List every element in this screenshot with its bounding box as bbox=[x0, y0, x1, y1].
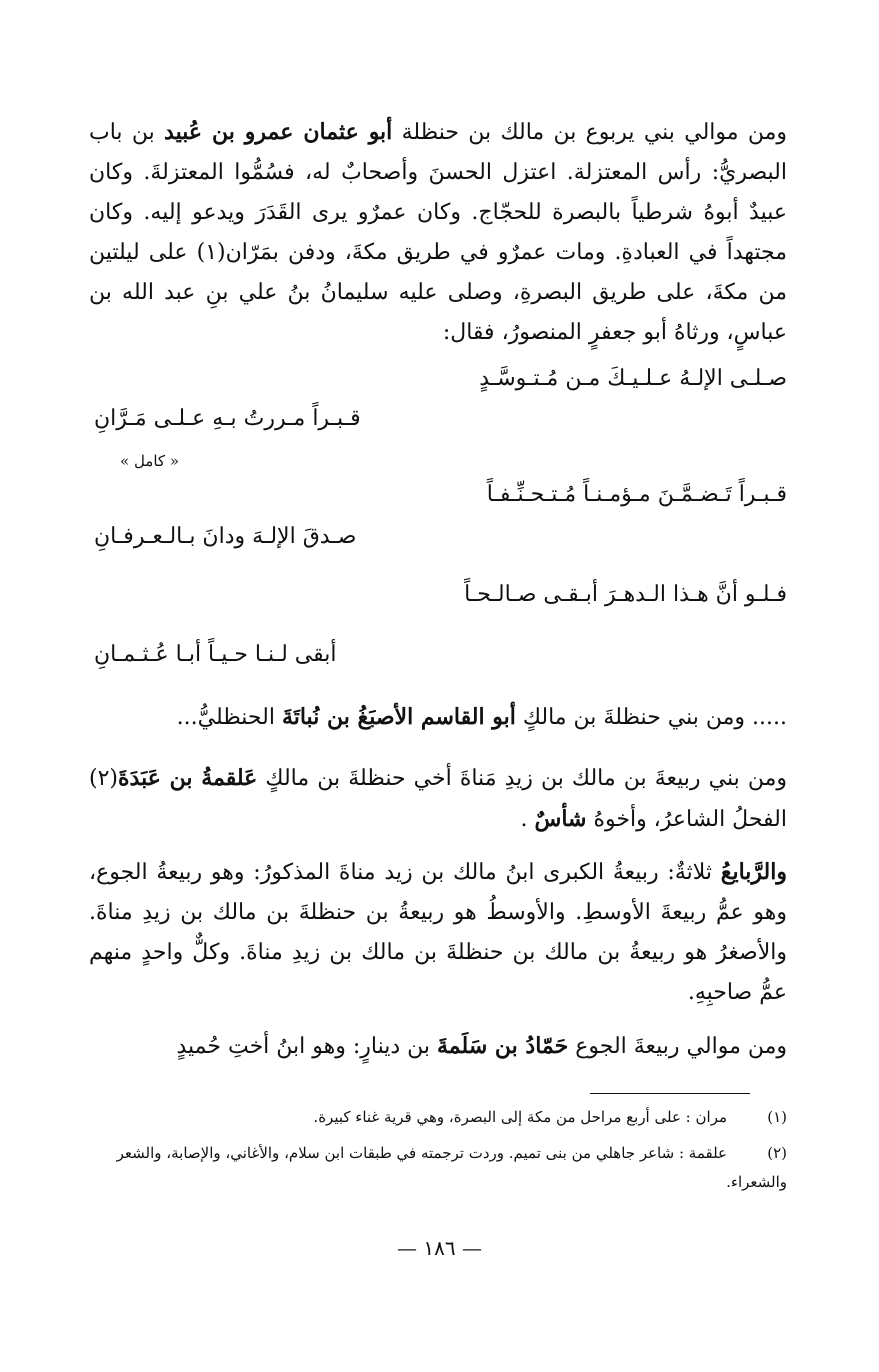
name-alqama-ibn-abada: عَلقمةُ بن عَبَدَةَ bbox=[118, 765, 258, 791]
name-shas: شأسٌ bbox=[534, 806, 587, 832]
footnote-separator bbox=[590, 1093, 750, 1094]
footnote-2-text: علقمة : شاعر جاهلي من بنى تميم. وردت ترجمته في طبقات ابن سلام، والأغاني، والإصابة، والشعر والشعراء. bbox=[116, 1144, 787, 1191]
poem-line-1-second-hemistich: قـبـراً مـررتُ بـهِ عـلـى مَـرَّانِ bbox=[94, 406, 361, 431]
page-number: — ١٨٦ — bbox=[397, 1236, 482, 1260]
poem-line-3-first-hemistich: فـلـو أنَّ هـذا الـدهـرَ أبـقـى صـالـحـاً bbox=[464, 582, 787, 607]
paragraph-alqama-ibn-abada: ومن بني ربيعةَ بن مالك بن زيدِ مَناةَ أخي حنظلةَ بن مالكٍ عَلقمةُ بن عَبَدَةَ(٢) الفحلُ الشاعرُ، وأخوهُ شأسٌ . bbox=[89, 765, 787, 832]
name-hammad-ibn-salama: حَمّادُ بن سَلَمةَ bbox=[437, 1033, 569, 1059]
paragraph-rabayi: والرَّبايعُ ثلاثةٌ: ربيعةُ الكبرى ابنُ مالك بن زيد مناةَ المذكورُ: وهو ربيعةُ الجوع، وهو عمُّ ربيعةَ الأوسطِ. والأوسطُ هو ربيعةُ بن حنظلةَ بن مالك بن زيدِ مناةَ. والأصغرُ هو ربيعةُ بن مالك بن حنظلةَ بن مالك بن زيدِ مناةَ. وكلٌّ واحدٍ منهم عمُّ صاحبِهِ. bbox=[89, 859, 787, 1005]
poem-line-3-second-hemistich: أبقى لـنـا حـيـاً أبـا عُـثـمـانِ bbox=[94, 642, 337, 667]
footnote-1-text: مران : على أربع مراحل من مكة إلى البصرة، وهي قرية غناء كبيرة. bbox=[313, 1108, 727, 1126]
paragraph-amr-ibn-ubayd: ومن موالي بني يربوع بن مالك بن حنظلة أبو عثمان عمرو بن عُبيد بن باب البصريُّ: رأس المعتزلة. اعتزل الحسنَ وأصحابٌ له، فسُمُّوا المعتزلةَ. وكان عبيدٌ أبوهُ شرطياً بالبصرة للحجّاج. وكان عمرٌو يرى القَدَرَ ويدعو إليه. وكان مجتهداً في العبادةِ. ومات عمرٌو في طريق مكةَ، ودفن بمَرّان(١) على ليلتين من مكةَ، على طريق البصرةِ، وصلى عليه سليمانُ بنُ علي بنِ عبد الله بن عباسٍ، ورثاهُ أبو جعفرٍ المنصورُ، فقال: bbox=[89, 119, 788, 345]
poem-line-2-first-hemistich: قـبـراً تَـضـمَّـنَ مـؤمـنـاً مُـتـحـنِّـفـاً bbox=[486, 482, 787, 507]
footnote-1-number: (١) bbox=[767, 1108, 787, 1126]
poem-meter-label: « كامل » bbox=[120, 452, 179, 470]
footnote-1 bbox=[89, 1103, 787, 1132]
poem-line-2-second-hemistich: صـدقَ الإلـهَ ودانَ بـالـعـرفـانِ bbox=[94, 524, 357, 549]
footnote-2 bbox=[89, 1139, 787, 1197]
poem-line-1-first-hemistich: صـلـى الإلـهُ عـلـيـكَ مـن مُـتـوسَّـدٍ bbox=[479, 366, 787, 391]
paragraph-hammad-ibn-salama: ومن موالي ربيعةَ الجوع حَمّادُ بن سَلَمةَ بن دينارٍ: وهو ابنُ أختِ حُميدٍ bbox=[176, 1033, 787, 1059]
paragraph-asbagh-ibn-nubata: ..... ومن بني حنظلةَ بن مالكٍ أبو القاسم الأصبَغُ بن نُباتَةَ الحنظليُّ... bbox=[176, 704, 787, 730]
footnote-2-number: (٢) bbox=[767, 1144, 787, 1162]
name-asbagh-ibn-nubata: أبو القاسم الأصبَغُ بن نُباتَةَ bbox=[281, 704, 516, 730]
term-rabayi: والرَّبايعُ bbox=[720, 859, 787, 885]
name-amr-ibn-ubayd: أبو عثمان عمرو بن عُبيد bbox=[164, 119, 393, 145]
